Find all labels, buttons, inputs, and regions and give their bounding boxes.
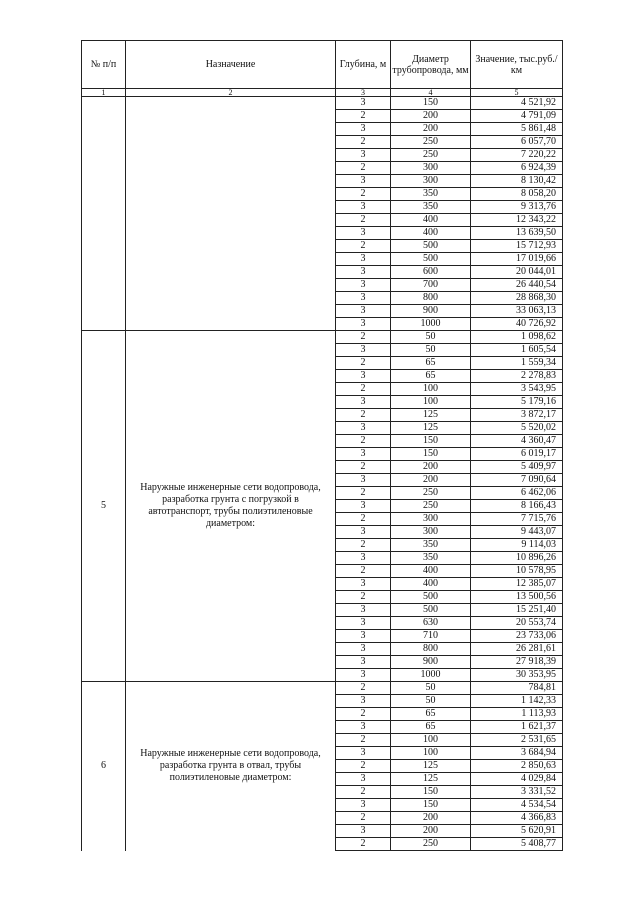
depth-cell: 3	[336, 396, 391, 409]
depth-cell: 2	[336, 760, 391, 773]
value-cell: 6 057,70	[471, 136, 563, 149]
diameter-cell: 65	[391, 370, 471, 383]
depth-cell: 3	[336, 721, 391, 734]
value-cell: 2 531,65	[471, 734, 563, 747]
value-cell: 7 715,76	[471, 513, 563, 526]
value-cell: 4 521,92	[471, 97, 563, 110]
row-number: 5	[82, 331, 126, 682]
depth-cell: 3	[336, 578, 391, 591]
diameter-cell: 200	[391, 110, 471, 123]
diameter-cell: 150	[391, 786, 471, 799]
value-cell: 3 543,95	[471, 383, 563, 396]
value-cell: 27 918,39	[471, 656, 563, 669]
depth-cell: 2	[336, 357, 391, 370]
depth-cell: 2	[336, 188, 391, 201]
value-cell: 13 639,50	[471, 227, 563, 240]
value-cell: 1 621,37	[471, 721, 563, 734]
value-cell: 12 385,07	[471, 578, 563, 591]
depth-cell: 3	[336, 500, 391, 513]
value-cell: 5 861,48	[471, 123, 563, 136]
depth-cell: 2	[336, 838, 391, 851]
depth-cell: 3	[336, 279, 391, 292]
diameter-cell: 100	[391, 734, 471, 747]
depth-cell: 2	[336, 786, 391, 799]
diameter-cell: 300	[391, 513, 471, 526]
row-description: Наружные инженерные сети водопровода, разработка грунта в отвал, трубы полиэтиленовые диаметром:	[126, 682, 336, 851]
depth-cell: 2	[336, 708, 391, 721]
value-cell: 5 179,16	[471, 396, 563, 409]
value-cell: 1 605,54	[471, 344, 563, 357]
depth-cell: 2	[336, 487, 391, 500]
diameter-cell: 800	[391, 292, 471, 305]
value-cell: 33 063,13	[471, 305, 563, 318]
value-cell: 8 166,43	[471, 500, 563, 513]
value-cell: 15 712,93	[471, 240, 563, 253]
table-row	[82, 682, 563, 695]
depth-cell: 2	[336, 591, 391, 604]
diameter-cell: 400	[391, 565, 471, 578]
depth-cell: 3	[336, 344, 391, 357]
diameter-cell: 700	[391, 279, 471, 292]
value-cell: 4 534,54	[471, 799, 563, 812]
depth-cell: 2	[336, 461, 391, 474]
depth-cell: 3	[336, 253, 391, 266]
table-body	[82, 97, 563, 851]
diameter-cell: 200	[391, 461, 471, 474]
table-header-row	[82, 41, 563, 89]
diameter-cell: 500	[391, 253, 471, 266]
header-value: Значение, тыс.руб./км	[471, 41, 563, 89]
depth-cell: 2	[336, 513, 391, 526]
depth-cell: 2	[336, 812, 391, 825]
value-cell: 15 251,40	[471, 604, 563, 617]
diameter-cell: 200	[391, 474, 471, 487]
depth-cell: 3	[336, 149, 391, 162]
diameter-cell: 200	[391, 123, 471, 136]
value-cell: 4 029,84	[471, 773, 563, 786]
table-row	[82, 331, 563, 344]
diameter-cell: 900	[391, 305, 471, 318]
column-number: 2	[126, 89, 336, 97]
diameter-cell: 1000	[391, 318, 471, 331]
row-description	[126, 97, 336, 331]
depth-cell: 3	[336, 617, 391, 630]
depth-cell: 3	[336, 656, 391, 669]
diameter-cell: 1000	[391, 669, 471, 682]
depth-cell: 3	[336, 266, 391, 279]
depth-cell: 3	[336, 422, 391, 435]
diameter-cell: 500	[391, 604, 471, 617]
value-cell: 5 409,97	[471, 461, 563, 474]
depth-cell: 3	[336, 292, 391, 305]
depth-cell: 3	[336, 123, 391, 136]
value-cell: 8 130,42	[471, 175, 563, 188]
row-number	[82, 97, 126, 331]
depth-cell: 3	[336, 604, 391, 617]
depth-cell: 3	[336, 825, 391, 838]
value-cell: 2 278,83	[471, 370, 563, 383]
value-cell: 13 500,56	[471, 591, 563, 604]
depth-cell: 3	[336, 773, 391, 786]
depth-cell: 3	[336, 630, 391, 643]
value-cell: 2 850,63	[471, 760, 563, 773]
diameter-cell: 150	[391, 97, 471, 110]
depth-cell: 2	[336, 110, 391, 123]
diameter-cell: 400	[391, 227, 471, 240]
depth-cell: 3	[336, 318, 391, 331]
header-diameter: Диаметр трубопровода, мм	[391, 41, 471, 89]
depth-cell: 3	[336, 448, 391, 461]
value-cell: 12 343,22	[471, 214, 563, 227]
value-cell: 5 620,91	[471, 825, 563, 838]
diameter-cell: 100	[391, 396, 471, 409]
diameter-cell: 600	[391, 266, 471, 279]
depth-cell: 3	[336, 474, 391, 487]
diameter-cell: 50	[391, 695, 471, 708]
diameter-cell: 350	[391, 539, 471, 552]
diameter-cell: 65	[391, 708, 471, 721]
value-cell: 5 408,77	[471, 838, 563, 851]
diameter-cell: 300	[391, 526, 471, 539]
diameter-cell: 900	[391, 656, 471, 669]
depth-cell: 2	[336, 539, 391, 552]
value-cell: 5 520,02	[471, 422, 563, 435]
diameter-cell: 100	[391, 747, 471, 760]
value-cell: 28 868,30	[471, 292, 563, 305]
depth-cell: 3	[336, 695, 391, 708]
diameter-cell: 250	[391, 500, 471, 513]
diameter-cell: 100	[391, 383, 471, 396]
value-cell: 10 896,26	[471, 552, 563, 565]
depth-cell: 3	[336, 747, 391, 760]
value-cell: 3 684,94	[471, 747, 563, 760]
diameter-cell: 400	[391, 578, 471, 591]
price-table	[81, 40, 563, 851]
depth-cell: 2	[336, 435, 391, 448]
diameter-cell: 200	[391, 812, 471, 825]
diameter-cell: 630	[391, 617, 471, 630]
value-cell: 4 366,83	[471, 812, 563, 825]
depth-cell: 3	[336, 175, 391, 188]
row-number: 6	[82, 682, 126, 851]
diameter-cell: 150	[391, 435, 471, 448]
value-cell: 20 044,01	[471, 266, 563, 279]
header-no: № п/п	[82, 41, 126, 89]
depth-cell: 2	[336, 734, 391, 747]
diameter-cell: 500	[391, 240, 471, 253]
column-number: 4	[391, 89, 471, 97]
diameter-cell: 125	[391, 422, 471, 435]
diameter-cell: 250	[391, 149, 471, 162]
depth-cell: 3	[336, 370, 391, 383]
depth-cell: 3	[336, 552, 391, 565]
value-cell: 23 733,06	[471, 630, 563, 643]
value-cell: 40 726,92	[471, 318, 563, 331]
diameter-cell: 250	[391, 838, 471, 851]
depth-cell: 3	[336, 305, 391, 318]
depth-cell: 3	[336, 643, 391, 656]
depth-cell: 2	[336, 240, 391, 253]
value-cell: 6 019,17	[471, 448, 563, 461]
price-table-container	[81, 40, 562, 851]
value-cell: 17 019,66	[471, 253, 563, 266]
column-number-row	[82, 89, 563, 97]
column-number: 5	[471, 89, 563, 97]
value-cell: 6 462,06	[471, 487, 563, 500]
value-cell: 10 578,95	[471, 565, 563, 578]
depth-cell: 3	[336, 669, 391, 682]
diameter-cell: 500	[391, 591, 471, 604]
table-row	[82, 97, 563, 110]
value-cell: 26 440,54	[471, 279, 563, 292]
header-name: Назначение	[126, 41, 336, 89]
depth-cell: 2	[336, 383, 391, 396]
diameter-cell: 250	[391, 487, 471, 500]
value-cell: 4 360,47	[471, 435, 563, 448]
diameter-cell: 350	[391, 201, 471, 214]
diameter-cell: 710	[391, 630, 471, 643]
depth-cell: 2	[336, 331, 391, 344]
depth-cell: 2	[336, 136, 391, 149]
diameter-cell: 65	[391, 357, 471, 370]
depth-cell: 3	[336, 201, 391, 214]
value-cell: 30 353,95	[471, 669, 563, 682]
diameter-cell: 350	[391, 188, 471, 201]
diameter-cell: 400	[391, 214, 471, 227]
depth-cell: 2	[336, 214, 391, 227]
diameter-cell: 800	[391, 643, 471, 656]
value-cell: 1 559,34	[471, 357, 563, 370]
value-cell: 3 872,17	[471, 409, 563, 422]
value-cell: 7 090,64	[471, 474, 563, 487]
depth-cell: 2	[336, 162, 391, 175]
diameter-cell: 125	[391, 760, 471, 773]
value-cell: 9 114,03	[471, 539, 563, 552]
value-cell: 4 791,09	[471, 110, 563, 123]
value-cell: 9 443,07	[471, 526, 563, 539]
diameter-cell: 300	[391, 175, 471, 188]
value-cell: 1 142,33	[471, 695, 563, 708]
value-cell: 8 058,20	[471, 188, 563, 201]
value-cell: 9 313,76	[471, 201, 563, 214]
diameter-cell: 300	[391, 162, 471, 175]
diameter-cell: 50	[391, 682, 471, 695]
value-cell: 1 098,62	[471, 331, 563, 344]
value-cell: 20 553,74	[471, 617, 563, 630]
diameter-cell: 150	[391, 448, 471, 461]
diameter-cell: 125	[391, 409, 471, 422]
row-description: Наружные инженерные сети водопровода, разработка грунта с погрузкой в автотранспорт, трубы полиэтиленовые диаметром:	[126, 331, 336, 682]
diameter-cell: 250	[391, 136, 471, 149]
diameter-cell: 125	[391, 773, 471, 786]
column-number: 3	[336, 89, 391, 97]
depth-cell: 3	[336, 526, 391, 539]
column-number: 1	[82, 89, 126, 97]
value-cell: 7 220,22	[471, 149, 563, 162]
depth-cell: 2	[336, 565, 391, 578]
value-cell: 784,81	[471, 682, 563, 695]
diameter-cell: 50	[391, 331, 471, 344]
value-cell: 3 331,52	[471, 786, 563, 799]
depth-cell: 2	[336, 682, 391, 695]
diameter-cell: 65	[391, 721, 471, 734]
diameter-cell: 350	[391, 552, 471, 565]
diameter-cell: 50	[391, 344, 471, 357]
value-cell: 26 281,61	[471, 643, 563, 656]
header-depth: Глубина, м	[336, 41, 391, 89]
diameter-cell: 200	[391, 825, 471, 838]
value-cell: 6 924,39	[471, 162, 563, 175]
depth-cell: 3	[336, 799, 391, 812]
depth-cell: 3	[336, 97, 391, 110]
diameter-cell: 150	[391, 799, 471, 812]
depth-cell: 2	[336, 409, 391, 422]
depth-cell: 3	[336, 227, 391, 240]
value-cell: 1 113,93	[471, 708, 563, 721]
